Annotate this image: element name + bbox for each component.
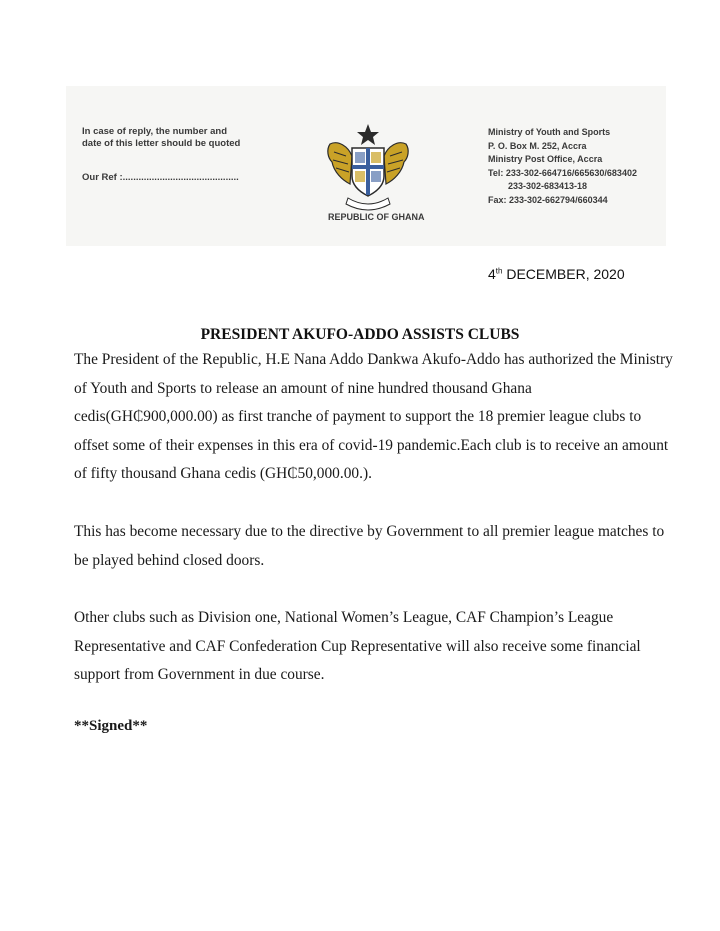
- date-suffix: th: [495, 266, 503, 276]
- reply-note-line-1: In case of reply, the number and: [82, 126, 227, 137]
- ministry-line: Fax: 233-302-662794/660344: [488, 194, 608, 205]
- our-ref: Our Ref :............................................: [82, 172, 239, 183]
- date-day: 4: [488, 266, 496, 282]
- paragraph-reason: This has become necessary due to the directive by Government to all premier league matches to be played behind closed doors.: [74, 523, 665, 569]
- letter-date: [488, 266, 625, 282]
- ministry-line: 233-302-683413-18: [508, 181, 588, 191]
- republic-of-ghana-label: REPUBLIC OF GHANA: [328, 212, 425, 222]
- paragraph-other-clubs: Other clubs such as Division one, National Women’s League, CAF Champion’s League Representative and CAF Confederation Cup Representative will also receive some financial support from Government in due course.: [74, 609, 641, 683]
- ministry-line: Ministry Post Office, Accra: [488, 154, 603, 164]
- reply-instructions: [82, 126, 282, 183]
- date-rest: DECEMBER, 2020: [502, 266, 625, 282]
- page-title: PRESIDENT AKUFO-ADDO ASSISTS CLUBS: [200, 326, 520, 343]
- reply-note-line-2: date of this letter should be quoted: [82, 138, 241, 149]
- paragraph-funding: The President of the Republic, H.E Nana Addo Dankwa Akufo-Addo has authorized the Ministry of Youth and Sports to release an amount of nine hundred thousand Ghana cedis(GH₵900,000.00) as first tranche of payment to support the 18 premier league clubs to offset some of their expenses in this era of covid-19 pandemic.Each club is to receive an amount of fifty thousand Ghana cedis (GH₵50,000.00.).: [74, 351, 673, 482]
- ministry-line: Tel: 233-302-664716/665630/683402: [488, 167, 637, 178]
- ghana-coat-of-arms-icon: [318, 122, 418, 212]
- signature: **Signed**: [74, 718, 148, 734]
- ministry-line: P. O. Box M. 252, Accra: [488, 140, 587, 151]
- ministry-address: [488, 126, 688, 207]
- ministry-line: Ministry of Youth and Sports: [488, 127, 611, 137]
